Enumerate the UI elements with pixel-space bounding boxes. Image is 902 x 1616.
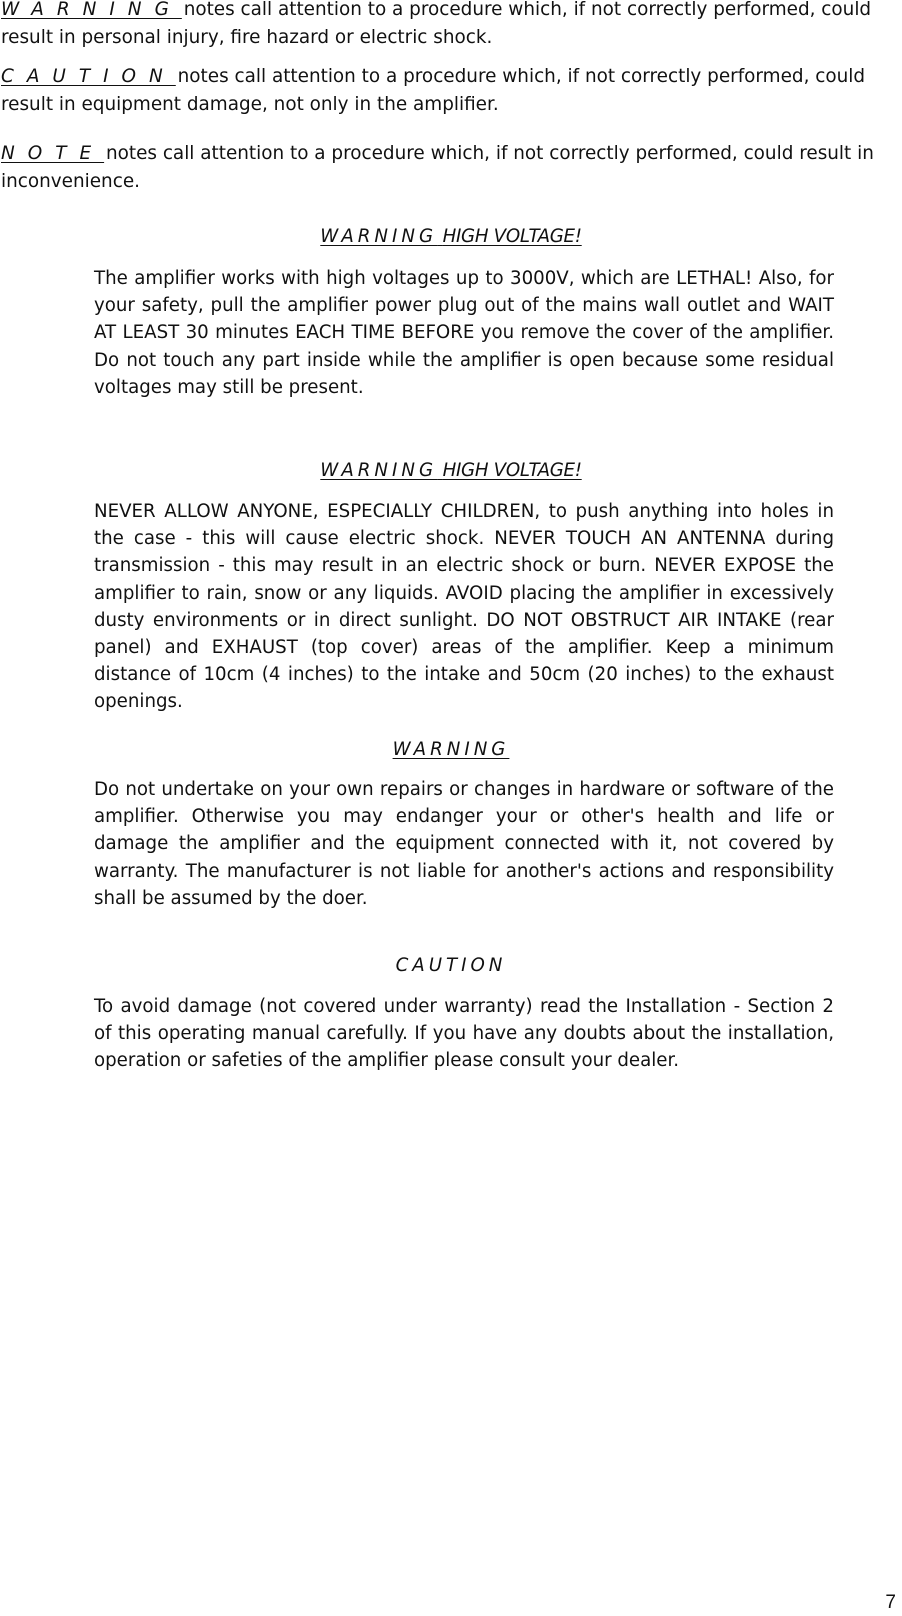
warning-term: WARNING [1, 0, 182, 20]
caution-term: CAUTION [1, 66, 176, 87]
high-voltage-heading-1 [0, 224, 902, 250]
note-term: NOTE [1, 143, 105, 164]
high-voltage-heading-2-suffix: HIGH VOLTAGE! [442, 460, 582, 481]
high-voltage-heading-1-prefix: WARNING [320, 226, 438, 247]
warning-repairs-body: Do not undertake on your own repairs or changes in hardware or software of the amplifier. Otherwise you may endanger your or other's health and life or damage the amplifier and the equipment connected with it, not covered by warranty. The manufacturer is not liable for another's actions and responsibility shall be assumed by the doer. [94, 779, 834, 909]
warning-definition [1, 0, 901, 52]
warning-repairs-heading [0, 737, 902, 763]
high-voltage-heading-1-suffix: HIGH VOLTAGE! [442, 226, 582, 247]
caution-installation-heading-text: CAUTION [395, 955, 507, 976]
page-number: 7 [885, 1592, 896, 1613]
caution-installation-body: To avoid damage (not covered under warranty) read the Installation - Section 2 of this operating manual carefully. If you have any doubts about the installation, operation or safeties of the amplifier please consult your dealer. [94, 996, 834, 1072]
caution-definition-text: notes call attention to a procedure which, if not correctly performed, could result in equipment damage, not only in the amplifier. [1, 66, 866, 115]
high-voltage-body-2: NEVER ALLOW ANYONE, ESPECIALLY CHILDREN, to push anything into holes in the case - this will cause electric shock. NEVER TOUCH AN ANTENNA during transmission - this may result in an electric shock or burn. NEVER EXPOSE the amplifier to rain, snow or any liquids. AVOID placing the amplifier in excessively dusty environments or in direct sunlight. DO NOT OBSTRUCT AIR INTAKE (rear panel) and EXHAUST (top cover) areas of the amplifier. Keep a minimum distance of 10cm (4 inches) to the intake and 50cm (20 inches) to the exhaust openings. [94, 501, 834, 713]
caution-installation-heading [0, 953, 902, 979]
warning-definition-text: notes call attention to a procedure which, if not correctly performed, could result in personal injury, fire hazard or electric shock. [1, 0, 872, 48]
warning-repairs-heading-text: WARNING [392, 739, 510, 760]
caution-definition [1, 63, 901, 119]
high-voltage-heading-2-prefix: WARNING [320, 460, 438, 481]
note-definition [1, 140, 901, 196]
high-voltage-body-1: The amplifier works with high voltages up to 3000V, which are LETHAL! Also, for your safety, pull the amplifier power plug out of the mains wall outlet and WAIT AT LEAST 30 minutes EACH TIME BEFORE you remove the cover of the amplifier. Do not touch any part inside while the amplifier is open because some residual voltages may still be present. [94, 268, 834, 398]
high-voltage-heading-2 [0, 458, 902, 484]
note-definition-text: notes call attention to a procedure which, if not correctly performed, could result in inconvenience. [1, 143, 874, 192]
